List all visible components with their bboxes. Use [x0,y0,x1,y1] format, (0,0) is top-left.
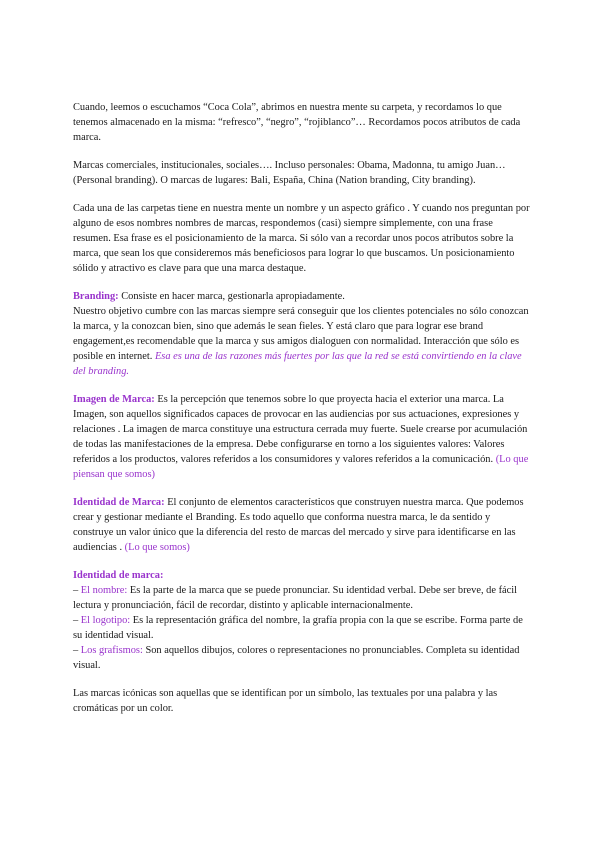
section-branding [73,289,530,379]
list-item-logotipo [73,613,530,643]
imagen-body: Es la percepción que tenemos sobre lo que proyecta hacia el exterior una marca. La Imagen, son aquellos significados capaces de provocar en las audiencias por sus actuaciones, expresiones y relaciones . La imagen de marca constituye una estructura cerrada muy fuerte. Suele crearse por acumulación de todas las manifestaciones de la empresa. Debe configurarse en torno a los siguientes valores: Valores referidos a los productos, valores referidos a los consumidores y valores referidos a la comunicación. [73,394,528,465]
paragraph-posicionamiento: Cada una de las carpetas tiene en nuestra mente un nombre y un aspecto gráfico . Y cuando nos preguntan por alguno de esos nombres nombres de marcas, respondemos (casi) siempre simplemente, con una frase resumen. Esa frase es el posicionamiento de la marca. Si sólo van a recordar unos pocos atributos sobre la marca, que sean los que consideremos más beneficiosos para lograr lo que buscamos. Un posicionamiento sólido y atractivo es clave para que una marca destaque. [73,203,530,274]
imagen-heading: Imagen de Marca: [73,394,155,405]
identidad-heading: Identidad de Marca: [73,497,165,508]
identidad-list-heading: Identidad de marca: [73,570,164,581]
branding-highlight: Esa es una de las razones más fuertes por las que la red se está convirtiendo en la clave del branding. [73,351,522,377]
section-identidad-de-marca [73,495,530,555]
list-text-grafismos: Son aquellos dibujos, colores o representaciones no pronunciables. Completa su identidad visual. [73,645,520,671]
branding-heading: Branding: [73,291,119,302]
list-dash: – [73,585,81,596]
section-identidad-list [73,568,530,673]
list-term-grafismos: Los grafismos: [80,645,143,656]
branding-definition: Consiste en hacer marca, gestionarla apropiadamente. [118,291,345,302]
section-imagen-de-marca [73,392,530,482]
list-item-nombre [73,583,530,613]
imagen-note: (Lo que piensan que somos) [73,454,529,480]
paragraph-coca-cola: Cuando, leemos o escuchamos “Coca Cola”, abrimos en nuestra mente su carpeta, y recordamos lo que tenemos almacenado en la misma: “refresco”, “negro”, “rojiblanco”… Recordamos pocos atributos de cada marca. [73,102,521,143]
list-dash: – [73,615,81,626]
branding-body: Nuestro objetivo cumbre con las marcas siempre será conseguir que los clientes potenciales no sólo conozcan la marca, y la conozcan bien, sino que además le sean fieles. Y está claro que para lograr ese brand engagement,es recomendable que la marca y sus amigos dialoguen con normalidad. Interacción que sólo es posible en internet. [73,306,529,362]
list-term-nombre: El nombre: [80,585,128,596]
list-text-logotipo: Es la representación gráfica del nombre, la grafía propia con la que se escribe. Forma parte de su identidad visual. [73,615,523,641]
identidad-note: (Lo que somos) [124,542,190,553]
list-term-logotipo: El logotipo: [80,615,131,626]
paragraph-marcas-iconicas: Las marcas icónicas son aquellas que se identifican por un símbolo, las textuales por una palabra y las cromáticas por un color. [73,688,498,714]
identidad-body: El conjunto de elementos característicos que construyen nuestra marca. Que podemos crear y gestionar mediante el Branding. Es todo aquello que conforma nuestra marca, le da sentido y construye un valor único que la diferencia del resto de marcas del mercado y sirve para identificarse en las audiencias . [73,497,524,553]
list-dash: – [73,645,81,656]
list-text-nombre: Es la parte de la marca que se puede pronunciar. Su identidad verbal. Debe ser breve, de fácil lectura y pronunciación, fácil de recordar, distinto y aplicable internacionalmente. [73,585,518,611]
list-item-grafismos [73,643,530,673]
paragraph-marcas-comerciales: Marcas comerciales, institucionales, sociales…. Incluso personales: Obama, Madonna, tu amigo Juan… (Personal branding). O marcas de lugares: Bali, España, China (Nation branding, City branding). [73,160,506,186]
